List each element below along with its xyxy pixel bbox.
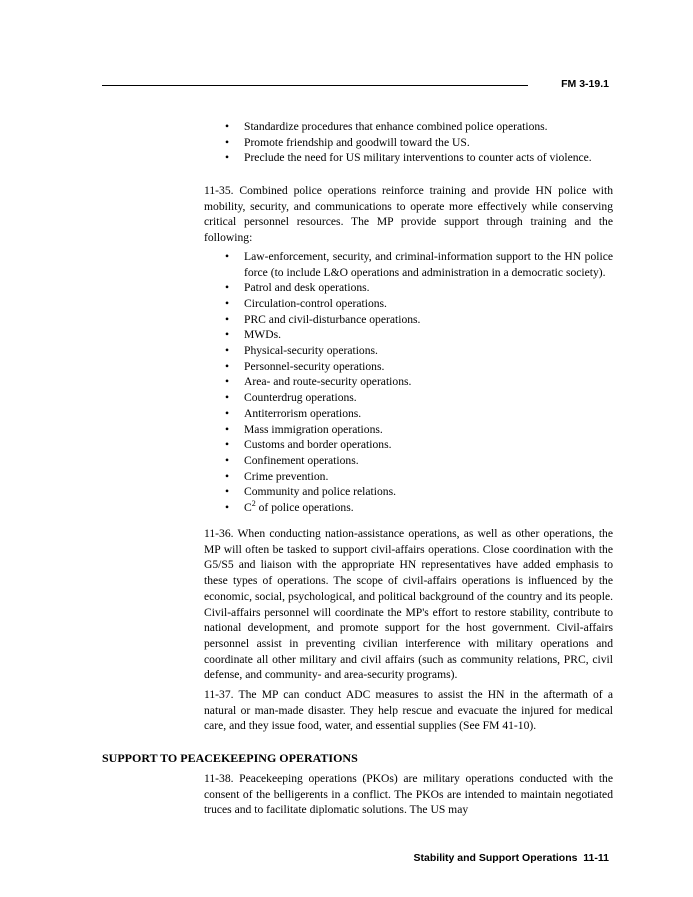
bullet-icon: •: [225, 344, 230, 358]
section-11-35: [204, 183, 613, 516]
bullet-icon: •: [225, 249, 230, 263]
list-item: • Personnel-security operations.: [225, 359, 385, 373]
list-item: • Customs and border operations.: [225, 438, 392, 452]
bullet-icon: •: [225, 406, 230, 420]
bullet-icon: •: [225, 359, 230, 373]
bullet-icon: •: [225, 120, 230, 133]
paragraph-11-38: 11-38. Peacekeeping operations (PKOs) are military operations conducted with the consent of the belligerents in a conflict. The PKOs are intended to maintain negotiated truces and to facilitate diplomatic solutions. The US may: [204, 772, 613, 817]
list-item: • Mass immigration operations.: [225, 422, 383, 436]
section-11-38: [204, 771, 613, 818]
bullet-icon: •: [225, 469, 230, 483]
bullet-icon: •: [225, 328, 230, 342]
list-item: • Circulation-control operations.: [225, 296, 387, 310]
bullet-icon: •: [225, 135, 230, 149]
page-header-doc-id: FM 3-19.1: [561, 78, 609, 90]
list-item: • Preclude the need for US military interventions to counter acts of violence.: [225, 151, 592, 165]
list-item: • MWDs.: [225, 328, 282, 342]
list-item: • Confinement operations.: [225, 453, 359, 467]
section-11-37: [204, 687, 613, 734]
list-item: • $C^2$ of police operations.: [225, 499, 354, 515]
list-item: • Area- and route-security operations.: [225, 375, 412, 389]
bullet-icon: •: [225, 296, 230, 310]
page-footer: Stability and Support Operations 11-11: [413, 852, 609, 864]
list-item: • Physical-security operations.: [225, 344, 378, 358]
paragraph-11-36: 11-36. When conducting nation-assistance operations, as well as other operations, the MP will often be tasked to support civil-affairs operations. Close coordination with the G5/S5 and liaison with the appropriate HN representatives have added emphasis to these types of operations. The scope of civil-affairs operations is influenced by the economic, social, psychological, and political background of the country and its people. Civil-affairs personnel will coordinate the MP's effort to restore stability, contribute to national development, and promote support for the host government. Civil-affairs personnel assist in preventing civilian interference with military operations and coordinate all other military and civil affairs (such as community relations, PRC, civil defense, and community- and area-security programs).: [204, 527, 613, 682]
section-11-36: [204, 526, 613, 683]
bullet-icon: •: [225, 453, 230, 467]
bullet-icon: •: [225, 422, 230, 436]
header-rule: [102, 85, 528, 86]
section-heading: SUPPORT TO PEACEKEEPING OPERATIONS: [102, 751, 358, 765]
bullet-icon: •: [225, 391, 230, 405]
list-item: • Community and police relations.: [225, 485, 396, 499]
list-item: • Promote friendship and goodwill toward the US.: [225, 135, 470, 149]
bullet-icon: •: [225, 438, 230, 452]
paragraph-11-35: 11-35. Combined police operations reinforce training and provide HN police with mobility, security, and communications to operate more effectively while conserving critical personnel resources. The MP provide support through training and the following:: [204, 184, 613, 245]
list-item: • PRC and civil-disturbance operations.: [225, 312, 421, 326]
list-item: • Patrol and desk operations.: [225, 281, 370, 295]
list-item: • Crime prevention.: [225, 469, 329, 483]
bullet-icon: •: [225, 281, 230, 295]
list-item: • Law-enforcement, security, and criminal-information support to the HN police force (to include L&O operations and administration in a democratic society).: [225, 249, 613, 279]
bullet-icon: •: [225, 375, 230, 389]
bullet-icon: •: [225, 501, 230, 515]
paragraph-11-37: 11-37. The MP can conduct ADC measures to assist the HN in the aftermath of a natural or man-made disaster. They help rescue and evacuate the injured for medical care, and they issue food, water, and essential supplies (See FM 41-10).: [204, 688, 613, 733]
top-bullet-list: [204, 119, 613, 166]
bullet-icon: •: [225, 485, 230, 499]
list-item: • Standardize procedures that enhance combined police operations.: [225, 120, 548, 133]
list-item: • Counterdrug operations.: [225, 391, 357, 405]
bullet-icon: •: [225, 312, 230, 326]
bullet-icon: •: [225, 151, 230, 165]
list-item: • Antiterrorism operations.: [225, 406, 362, 420]
